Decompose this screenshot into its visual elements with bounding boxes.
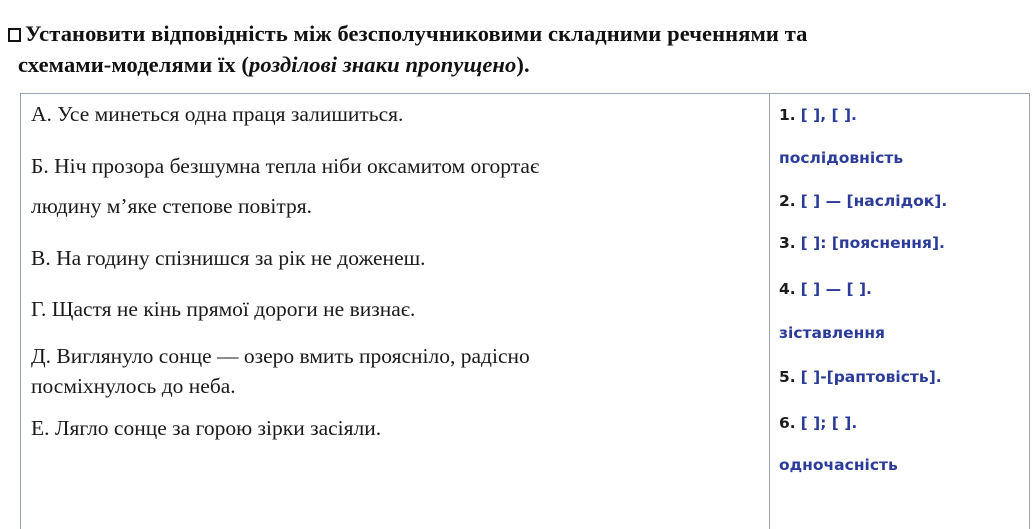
- scheme-label-sequence: послідовність: [779, 149, 904, 167]
- scheme-2: 2. [ ] — [наслідок].: [779, 192, 948, 210]
- scheme-6: 6. [ ]; [ ].: [779, 414, 858, 432]
- column-divider: [769, 94, 770, 529]
- scheme-5: 5. [ ]-[раптовість].: [779, 368, 942, 386]
- sentence-g: Г. Щастя не кінь прямої дороги не визнає.: [31, 297, 416, 321]
- sentence-e: Е. Лягло сонце за горою зірки засіяли.: [31, 416, 382, 440]
- task-title-line-1: Установити відповідність між безсполучниковими складними реченнями та: [8, 18, 1028, 49]
- sentence-a: А. Усе минеться одна праця залишиться.: [31, 102, 404, 126]
- sentence-v: В. На годину спізнишся за рік не доженеш.: [31, 246, 426, 270]
- scheme-1: 1. [ ], [ ].: [779, 106, 857, 124]
- scheme-4: 4. [ ] — [ ].: [779, 280, 872, 298]
- scheme-3: 3. [ ]: [пояснення].: [779, 234, 945, 252]
- sentence-d-line1: Д. Виглянуло сонце — озеро вмить проясніло, радісно: [31, 344, 530, 368]
- matching-table: [20, 93, 1030, 529]
- scheme-label-comparison: зіставлення: [779, 324, 885, 342]
- checkbox-icon: [8, 28, 21, 42]
- sentence-d-line2: посміхнулось до неба.: [31, 374, 236, 398]
- sentence-b-line1: Б. Ніч прозора безшумна тепла ніби оксамитом огортає: [31, 154, 540, 178]
- scheme-label-simultaneity: одночасність: [779, 456, 898, 474]
- task-title: [8, 18, 1028, 80]
- task-note-italic: розділові знаки пропущено: [249, 52, 517, 77]
- sentence-b-line2: людину м’яке степове повітря.: [31, 194, 312, 218]
- task-title-line-2: схемами-моделями їх (розділові знаки пропущено).: [18, 52, 530, 77]
